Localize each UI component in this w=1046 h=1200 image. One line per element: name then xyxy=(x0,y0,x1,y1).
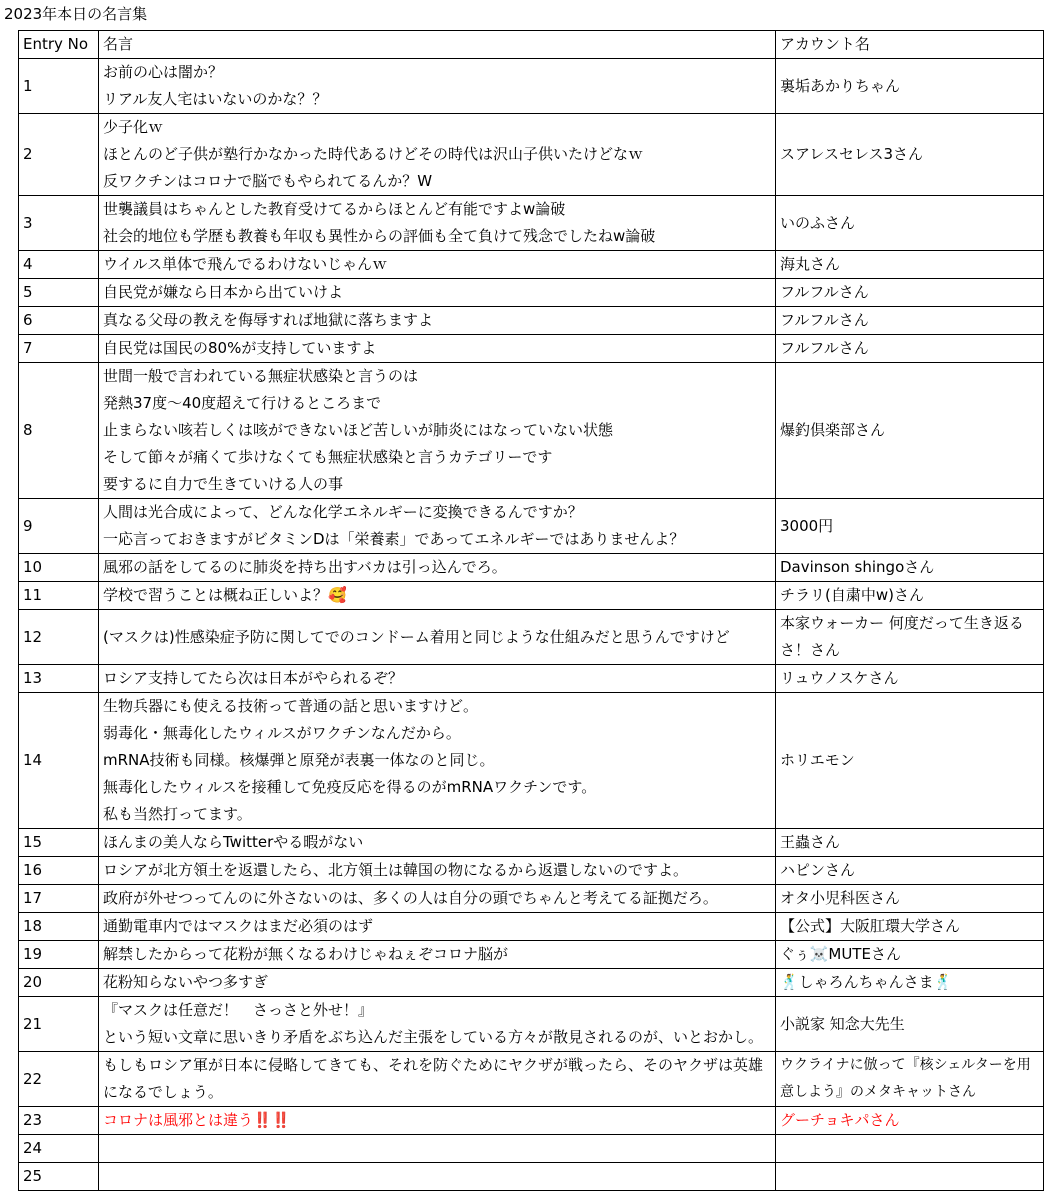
header-row xyxy=(19,31,1044,59)
entry-no-cell[interactable]: 15 xyxy=(19,829,99,857)
quote-line: 発熱37度～40度超えて行けるところまで xyxy=(103,394,382,412)
header-account[interactable]: アカウント名 xyxy=(776,31,1044,59)
table-row xyxy=(19,335,1044,363)
table-row xyxy=(19,1052,1044,1107)
quote-cell[interactable] xyxy=(99,363,776,499)
entry-no-cell[interactable]: 9 xyxy=(19,499,99,554)
quote-line: mRNA技術も同様。核爆弾と原発が表裏一体なのと同じ。 xyxy=(103,751,495,769)
account-cell[interactable]: フルフルさん xyxy=(776,307,1044,335)
account-cell[interactable]: 小説家 知念大先生 xyxy=(776,997,1044,1052)
entry-no-cell[interactable]: 6 xyxy=(19,307,99,335)
table-row xyxy=(19,1135,1044,1163)
entry-no-cell[interactable]: 19 xyxy=(19,941,99,969)
entry-no-cell[interactable]: 13 xyxy=(19,665,99,693)
entry-no-cell[interactable]: 21 xyxy=(19,997,99,1052)
account-cell[interactable]: ウクライナに倣って『核シェルターを用意しよう』のメタキャットさん xyxy=(776,1052,1044,1107)
quote-cell[interactable] xyxy=(99,251,776,279)
quote-line: 学校で習うことは概ね正しいよ？🥰 xyxy=(103,586,347,604)
quote-line: コロナは風邪とは違う‼️‼️ xyxy=(103,1111,291,1129)
quote-line: (マスクは)性感染症予防に関してでのコンドーム着用と同じような仕組みだと思うんですけど xyxy=(103,627,730,646)
table-row xyxy=(19,554,1044,582)
sheet-title: 2023年本日の名言集 xyxy=(4,5,148,23)
account-cell[interactable]: ホリエモン xyxy=(776,693,1044,829)
table-row xyxy=(19,363,1044,499)
table-row xyxy=(19,279,1044,307)
account-cell[interactable]: Davinson shingoさん xyxy=(776,554,1044,582)
table-row xyxy=(19,499,1044,554)
quote-cell[interactable] xyxy=(99,59,776,114)
account-cell[interactable]: ぐぅ☠️MUTEさん xyxy=(776,941,1044,969)
account-cell[interactable]: 爆釣倶楽部さん xyxy=(776,363,1044,499)
account-cell[interactable]: いのふさん xyxy=(776,196,1044,251)
entry-no-cell[interactable]: 7 xyxy=(19,335,99,363)
quote-line: ほとんのど子供が塾行かなかった時代あるけどその時代は沢山子供いたけどなｗ xyxy=(103,145,644,163)
quote-cell[interactable] xyxy=(99,196,776,251)
quote-line: 人間は光合成によって、どんな化学エネルギーに変換できるんですか？ xyxy=(103,503,583,521)
table-row xyxy=(19,857,1044,885)
account-cell[interactable]: グーチョキパさん xyxy=(776,1107,1044,1135)
entry-no-cell[interactable]: 14 xyxy=(19,693,99,829)
table-row xyxy=(19,913,1044,941)
table-row xyxy=(19,997,1044,1052)
table-row xyxy=(19,829,1044,857)
quote-line: 私も当然打ってます。 xyxy=(103,805,252,823)
quote-line: 世襲議員はちゃんとした教育受けてるからほとんど有能ですよw論破 xyxy=(103,200,566,218)
quote-cell[interactable] xyxy=(99,885,776,913)
quote-cell[interactable] xyxy=(99,114,776,196)
quote-line: 無毒化したウィルスを接種して免疫反応を得るのがmRNAワクチンです。 xyxy=(103,778,597,796)
table-row xyxy=(19,196,1044,251)
quote-line: 止まらない咳若しくは咳ができないほど苦しいが肺炎にはなっていない状態 xyxy=(103,421,614,439)
entry-no-cell[interactable]: 10 xyxy=(19,554,99,582)
table-row xyxy=(19,665,1044,693)
entry-no-cell[interactable]: 23 xyxy=(19,1107,99,1135)
quote-line: 解禁したからって花粉が無くなるわけじゃねぇぞコロナ脳が xyxy=(103,945,509,963)
quote-cell[interactable] xyxy=(99,693,776,829)
quote-cell[interactable] xyxy=(99,1107,776,1135)
account-cell[interactable]: 王蟲さん xyxy=(776,829,1044,857)
account-cell[interactable]: 裏垢あかりちゃん xyxy=(776,59,1044,114)
quote-line: 『マスクは任意だ！ さっさと外せ！』 xyxy=(103,1001,374,1019)
table-row xyxy=(19,610,1044,665)
quote-line: 要するに自力で生きていける人の事 xyxy=(103,475,344,493)
account-cell[interactable] xyxy=(776,1163,1044,1191)
quote-cell[interactable] xyxy=(99,610,776,665)
quote-line: リアル友人宅はいないのかな？？ xyxy=(103,90,328,108)
quote-line: 政府が外せつってんのに外さないのは、多くの人は自分の頭でちゃんと考えてる証拠だろ。 xyxy=(103,889,718,907)
account-cell[interactable]: 【公式】大阪肛環大学さん xyxy=(776,913,1044,941)
quote-cell[interactable] xyxy=(99,307,776,335)
quote-line: そして節々が痛くて歩けなくても無症状感染と言うカテゴリーです xyxy=(103,448,553,466)
account-cell[interactable]: オタ小児科医さん xyxy=(776,885,1044,913)
quote-line: 真なる父母の教えを侮辱すれば地獄に落ちますよ xyxy=(103,311,434,329)
entry-no-cell[interactable]: 3 xyxy=(19,196,99,251)
header-entry-no[interactable]: Entry No xyxy=(19,31,99,59)
entry-no-cell[interactable]: 4 xyxy=(19,251,99,279)
entry-no-cell[interactable]: 2 xyxy=(19,114,99,196)
table-row xyxy=(19,941,1044,969)
quote-cell[interactable] xyxy=(99,1135,776,1163)
account-cell[interactable]: リュウノスケさん xyxy=(776,665,1044,693)
account-cell[interactable]: チラリ(自粛中w)さん xyxy=(776,582,1044,610)
table-body xyxy=(19,59,1044,1191)
table-row xyxy=(19,1107,1044,1135)
table-row xyxy=(19,251,1044,279)
entry-no-cell[interactable]: 25 xyxy=(19,1163,99,1191)
quote-cell[interactable] xyxy=(99,1052,776,1107)
quote-line: ロシア支持してたら次は日本がやられるぞ？ xyxy=(103,669,404,687)
table-row xyxy=(19,307,1044,335)
table-row xyxy=(19,969,1044,997)
quote-line: 世間一般で言われている無症状感染と言うのは xyxy=(103,367,419,385)
quote-line: ロシアが北方領土を返還したら、北方領土は韓国の物になるから返還しないのですよ。 xyxy=(103,861,689,879)
table-row xyxy=(19,693,1044,829)
account-cell[interactable]: スアレスセレス3さん xyxy=(776,114,1044,196)
quote-line: 風邪の話をしてるのに肺炎を持ち出すバカは引っ込んでろ。 xyxy=(103,558,507,576)
entry-no-cell[interactable]: 5 xyxy=(19,279,99,307)
quote-line: お前の心は闇か？ xyxy=(103,63,224,81)
account-cell[interactable]: フルフルさん xyxy=(776,335,1044,363)
table-row xyxy=(19,59,1044,114)
quote-cell[interactable] xyxy=(99,997,776,1052)
entry-no-cell[interactable]: 11 xyxy=(19,582,99,610)
quote-line: もしもロシア軍が日本に侵略してきても、それを防ぐためにヤクザが戦ったら、そのヤクザは英雄になるでしょう。 xyxy=(103,1056,764,1101)
quote-cell[interactable] xyxy=(99,969,776,997)
quote-line: 社会的地位も学歴も教養も年収も異性からの評価も全て負けて残念でしたねw論破 xyxy=(103,227,656,245)
entry-no-cell[interactable]: 1 xyxy=(19,59,99,114)
account-cell[interactable]: ハピンさん xyxy=(776,857,1044,885)
quote-line: 弱毒化・無毒化したウィルスがワクチンなんだから。 xyxy=(103,724,461,742)
account-cell[interactable] xyxy=(776,1135,1044,1163)
quote-cell[interactable] xyxy=(99,857,776,885)
table-row xyxy=(19,114,1044,196)
quote-cell[interactable] xyxy=(99,582,776,610)
account-cell[interactable]: 本家ウォーカー 何度だって生き返るさ！さん xyxy=(776,610,1044,665)
entry-no-cell[interactable]: 8 xyxy=(19,363,99,499)
table-row xyxy=(19,582,1044,610)
entry-no-cell[interactable]: 12 xyxy=(19,610,99,665)
quote-cell[interactable] xyxy=(99,941,776,969)
quote-line: 少子化ｗ xyxy=(103,118,164,136)
account-cell[interactable]: 3000円 xyxy=(776,499,1044,554)
quotes-table xyxy=(18,30,1044,1191)
quote-cell[interactable] xyxy=(99,335,776,363)
entry-no-cell[interactable]: 17 xyxy=(19,885,99,913)
quote-cell[interactable] xyxy=(99,279,776,307)
entry-no-cell[interactable]: 16 xyxy=(19,857,99,885)
entry-no-cell[interactable]: 22 xyxy=(19,1052,99,1107)
account-cell[interactable]: 海丸さん xyxy=(776,251,1044,279)
table-row xyxy=(19,1163,1044,1191)
quote-cell[interactable] xyxy=(99,1163,776,1191)
account-cell[interactable]: 🕺しゃろんちゃんさま🕺 xyxy=(776,969,1044,997)
quote-line: ウイルス単体で飛んでるわけないじゃんｗ xyxy=(103,255,388,273)
quote-line: 花粉知らないやつ多すぎ xyxy=(103,973,269,991)
entry-no-cell[interactable]: 24 xyxy=(19,1135,99,1163)
quote-line: 反ワクチンはコロナで脳でもやられてるんか？W xyxy=(103,172,433,190)
quote-cell[interactable] xyxy=(99,829,776,857)
entry-no-cell[interactable]: 20 xyxy=(19,969,99,997)
entry-no-cell[interactable]: 18 xyxy=(19,913,99,941)
quote-line: という短い文章に思いきり矛盾をぶち込んだ主張をしている方々が散見されるのが、いとおかし。 xyxy=(103,1028,764,1046)
quote-line: 一応言っておきますがビタミンDは「栄養素」であってエネルギーではありませんよ？ xyxy=(103,530,685,548)
quote-line: 自民党は国民の80%が支持していますよ xyxy=(103,339,377,357)
quote-line: ほんまの美人ならTwitterやる暇がない xyxy=(103,833,364,851)
header-quote[interactable]: 名言 xyxy=(99,31,776,59)
quote-cell[interactable] xyxy=(99,499,776,554)
account-cell[interactable]: フルフルさん xyxy=(776,279,1044,307)
quote-cell[interactable] xyxy=(99,665,776,693)
quote-line: 生物兵器にも使える技術って普通の話と思いますけど。 xyxy=(103,697,479,715)
quote-line: 自民党が嫌なら日本から出ていけよ xyxy=(103,283,344,301)
table-row xyxy=(19,885,1044,913)
quote-line: 通勤電車内ではマスクはまだ必須のはず xyxy=(103,917,374,935)
quote-cell[interactable] xyxy=(99,913,776,941)
quote-cell[interactable] xyxy=(99,554,776,582)
